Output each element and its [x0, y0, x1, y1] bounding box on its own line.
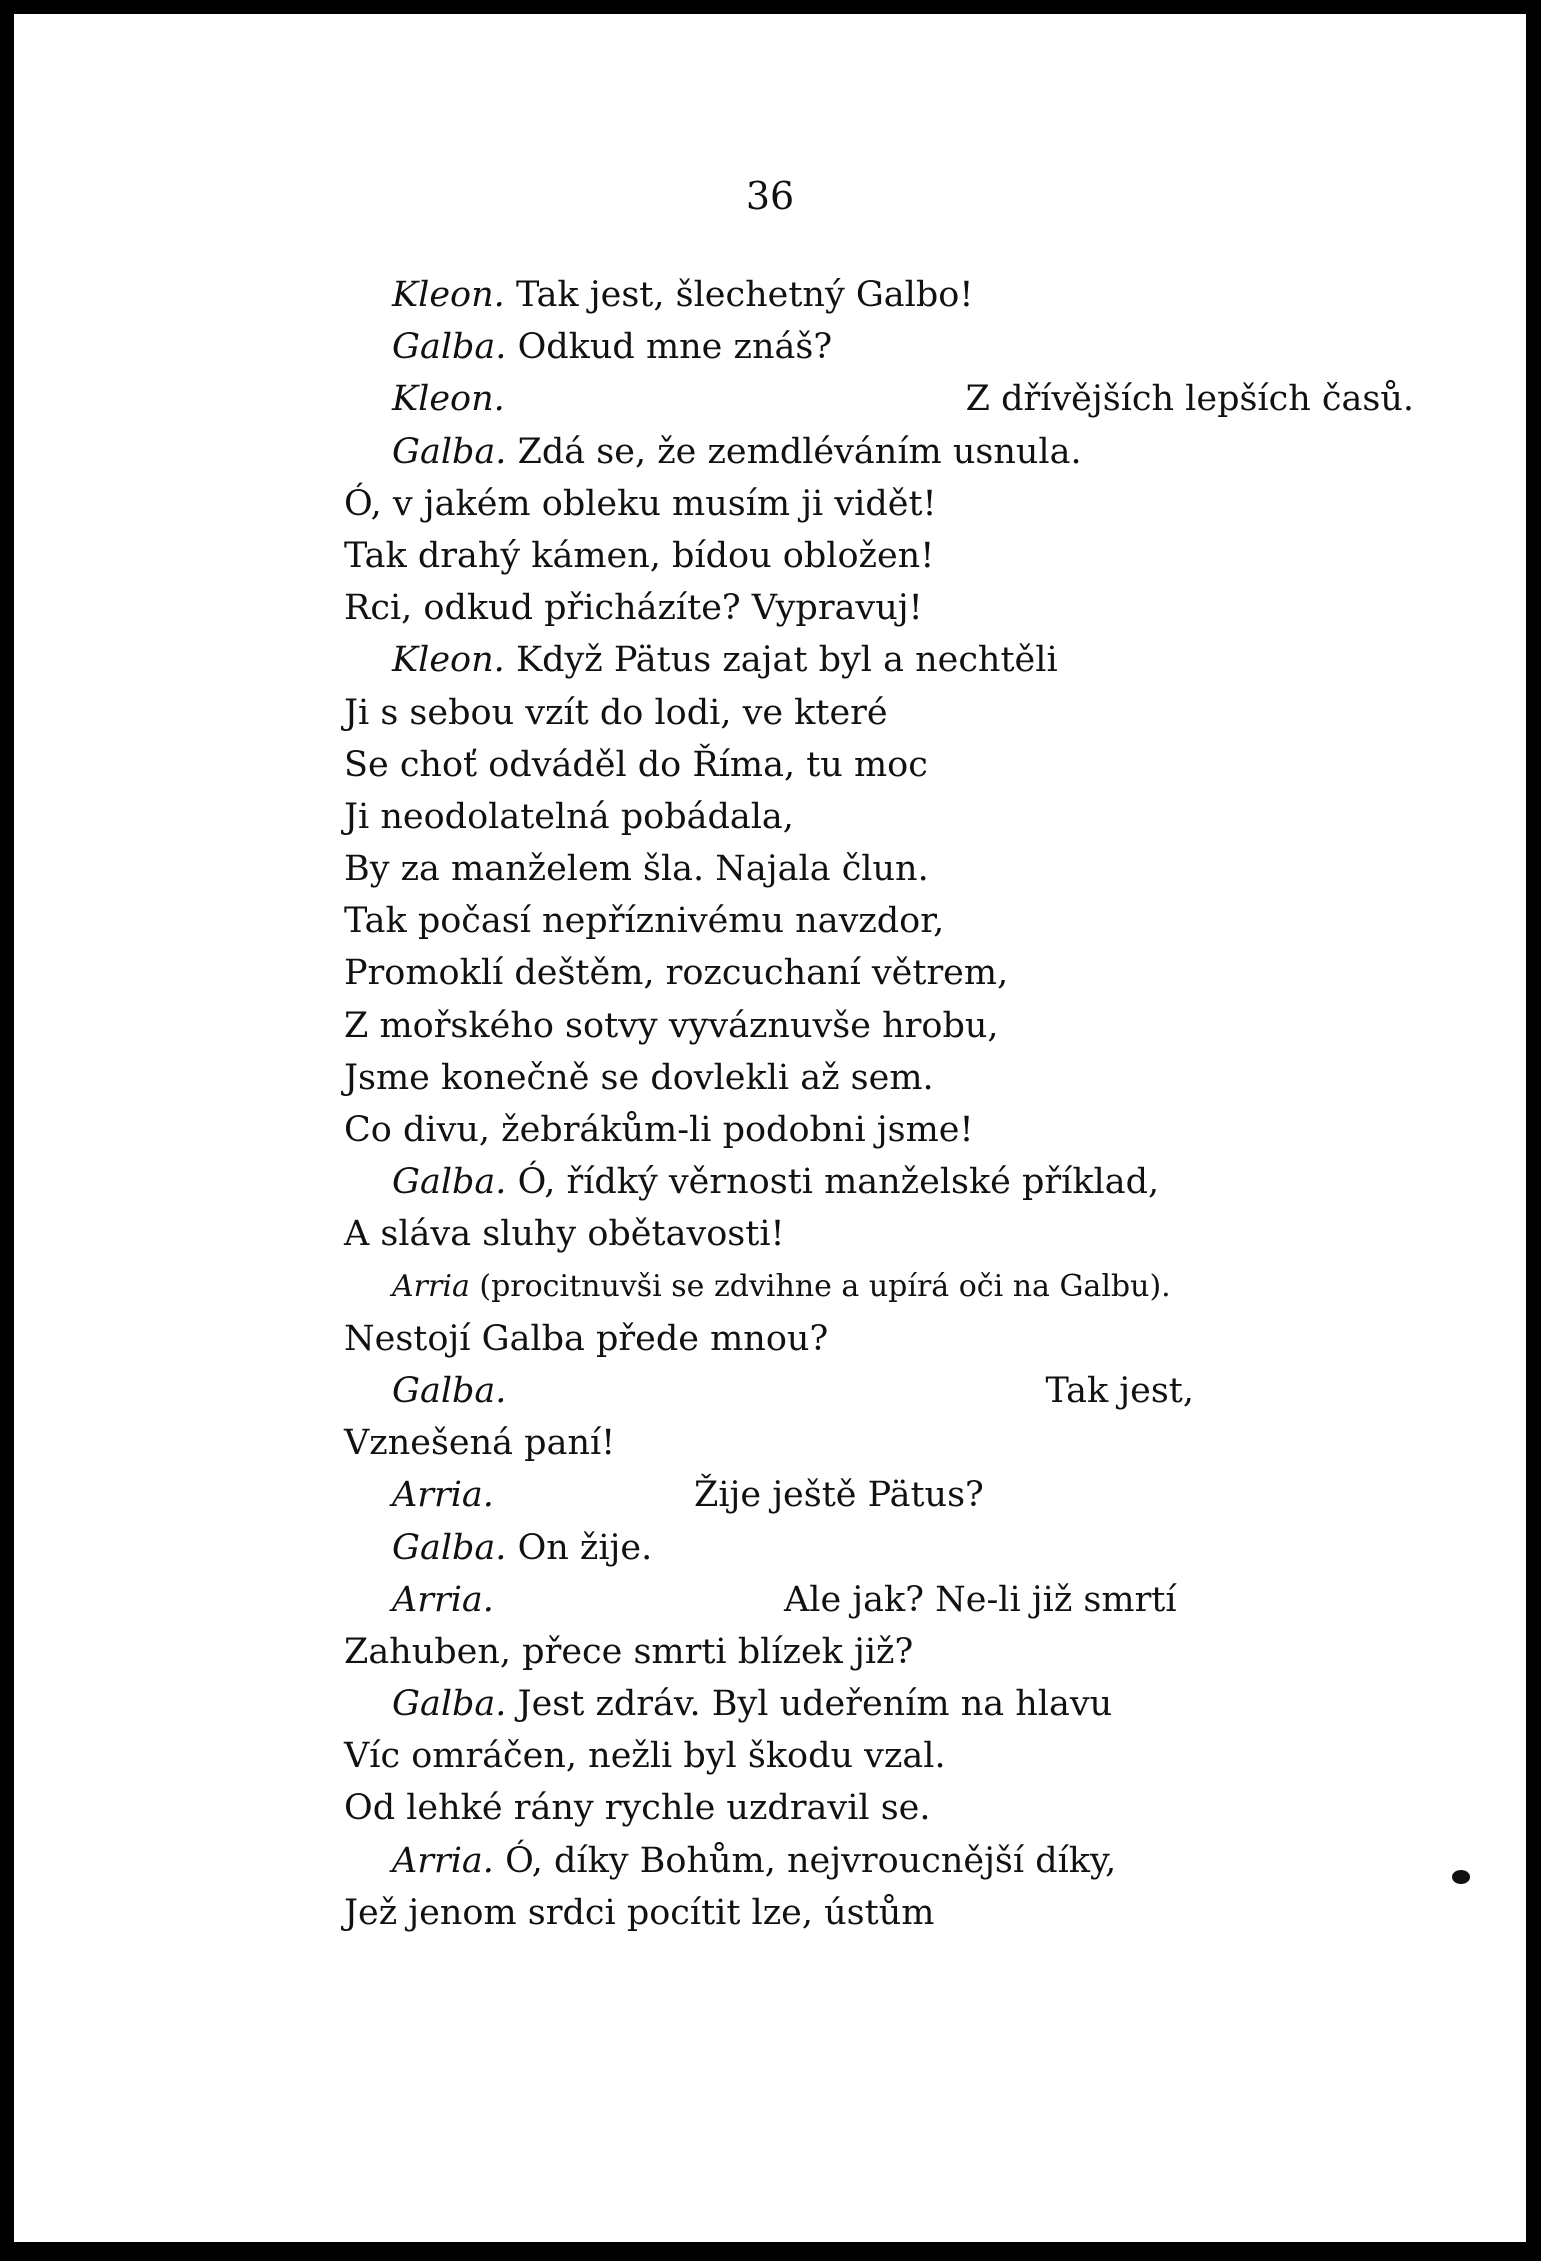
speaker-line — [344, 1365, 1404, 1417]
line-text: Zdá se, že zemdléváním usnula. — [517, 431, 1082, 472]
speaker-name: Kleon. — [392, 275, 505, 315]
speaker-line — [344, 1261, 1404, 1313]
verse-line — [344, 1208, 1404, 1260]
speaker-line — [344, 1574, 1404, 1626]
speaker-name: Kleon. — [392, 379, 505, 420]
verse-text — [344, 269, 1414, 1939]
verse-line — [344, 947, 1404, 999]
speaker-line — [344, 373, 1414, 425]
verse-line — [344, 1730, 1404, 1782]
line-text: Jest zdráv. Byl udeřením na hlavu — [517, 1684, 1113, 1725]
line-text: Když Pätus zajat byl a nechtěli — [515, 640, 1058, 681]
line-text: Jsme konečně se dovlekli až sem. — [344, 1057, 934, 1098]
verse-line — [344, 843, 1404, 895]
line-text: Od lehké rány rychle uzdravil se. — [344, 1788, 931, 1829]
speaker-line — [344, 634, 1404, 686]
line-text: Ji s sebou vzít do lodi, ve které — [344, 692, 888, 733]
line-text: Ó, díky Bohům, nejvroucnější díky, — [505, 1840, 1117, 1881]
speaker-line — [344, 269, 1404, 321]
line-text: Co divu, žebrákům-li podobni jsme! — [344, 1110, 974, 1150]
verse-line — [344, 739, 1404, 791]
speaker-line — [344, 426, 1404, 478]
line-text: A sláva sluhy obětavosti! — [344, 1214, 785, 1255]
speaker-name: Arria — [392, 1268, 470, 1304]
speaker-line — [344, 1678, 1404, 1730]
line-text: Zahuben, přece smrti blízek již? — [344, 1631, 914, 1672]
line-text: Tak počasí nepříznivému navzdor, — [344, 901, 945, 942]
book-page — [14, 14, 1526, 2242]
line-text: Vznešená paní! — [344, 1423, 616, 1464]
speaker-name: Arria. — [392, 1475, 494, 1516]
speaker-line — [344, 321, 1404, 373]
line-text: By za manželem šla. Najala člun. — [344, 849, 929, 890]
verse-line — [344, 1417, 1404, 1469]
line-text: Jež jenom srdci pocítit lze, ústům — [344, 1892, 935, 1933]
speaker-name: Arria. — [392, 1579, 494, 1620]
verse-line — [344, 530, 1404, 582]
line-text: Promoklí deštěm, rozcuchaní větrem, — [344, 953, 1009, 994]
line-text: Ó, v jakém obleku musím ji vidět! — [344, 483, 937, 524]
speaker-line — [344, 1522, 1404, 1574]
line-text: Tak jest, šlechetný Galbo! — [515, 275, 974, 315]
ink-speck — [1452, 1870, 1470, 1884]
verse-line — [344, 1313, 1404, 1365]
line-text: On žije. — [517, 1527, 653, 1568]
line-continuation: Žije ještě Pätus? — [694, 1475, 984, 1516]
speaker-line — [344, 1469, 1404, 1521]
speaker-line — [344, 1835, 1404, 1887]
verse-line — [344, 895, 1404, 947]
verse-line — [344, 791, 1404, 843]
verse-line — [344, 1887, 1404, 1939]
verse-line — [344, 478, 1404, 530]
line-text: Z mořského sotvy vyváznuvše hrobu, — [344, 1005, 999, 1046]
line-text: Se choť odváděl do Říma, tu moc — [344, 744, 928, 785]
speaker-name: Galba. — [392, 1684, 507, 1725]
line-text: Rci, odkud přicházíte? Vypravuj! — [344, 588, 923, 629]
line-text: Odkud mne znáš? — [517, 327, 833, 368]
speaker-name: Kleon. — [392, 640, 505, 681]
line-continuation: Tak jest, — [1045, 1370, 1194, 1411]
speaker-name: Galba. — [392, 1527, 507, 1568]
line-text: (procitnuvši se zdvihne a upírá oči na Galbu). — [479, 1268, 1171, 1304]
line-text: Tak drahý kámen, bídou obložen! — [344, 535, 935, 576]
speaker-line — [344, 1156, 1404, 1208]
verse-line — [344, 687, 1404, 739]
line-text: Ó, řídký věrnosti manželské příklad, — [517, 1162, 1160, 1203]
line-continuation: Ale jak? Ne-li již smrtí — [784, 1579, 1177, 1620]
verse-line — [344, 1782, 1404, 1834]
speaker-name: Arria. — [392, 1840, 494, 1881]
verse-line — [344, 1052, 1404, 1104]
speaker-name: Galba. — [392, 431, 507, 472]
verse-line — [344, 1104, 1404, 1156]
speaker-name: Galba. — [392, 327, 507, 368]
line-text: Nestojí Galba přede mnou? — [344, 1318, 829, 1359]
speaker-name: Galba. — [392, 1162, 507, 1203]
line-continuation: Z dřívějších lepších časů. — [965, 379, 1414, 420]
line-text: Víc omráčen, nežli byl škodu vzal. — [344, 1736, 946, 1777]
verse-line — [344, 1626, 1404, 1678]
verse-line — [344, 582, 1404, 634]
line-text: Ji neodolatelná pobádala, — [344, 796, 794, 837]
page-number: 36 — [745, 174, 795, 218]
speaker-name: Galba. — [392, 1370, 507, 1411]
verse-line — [344, 1000, 1404, 1052]
